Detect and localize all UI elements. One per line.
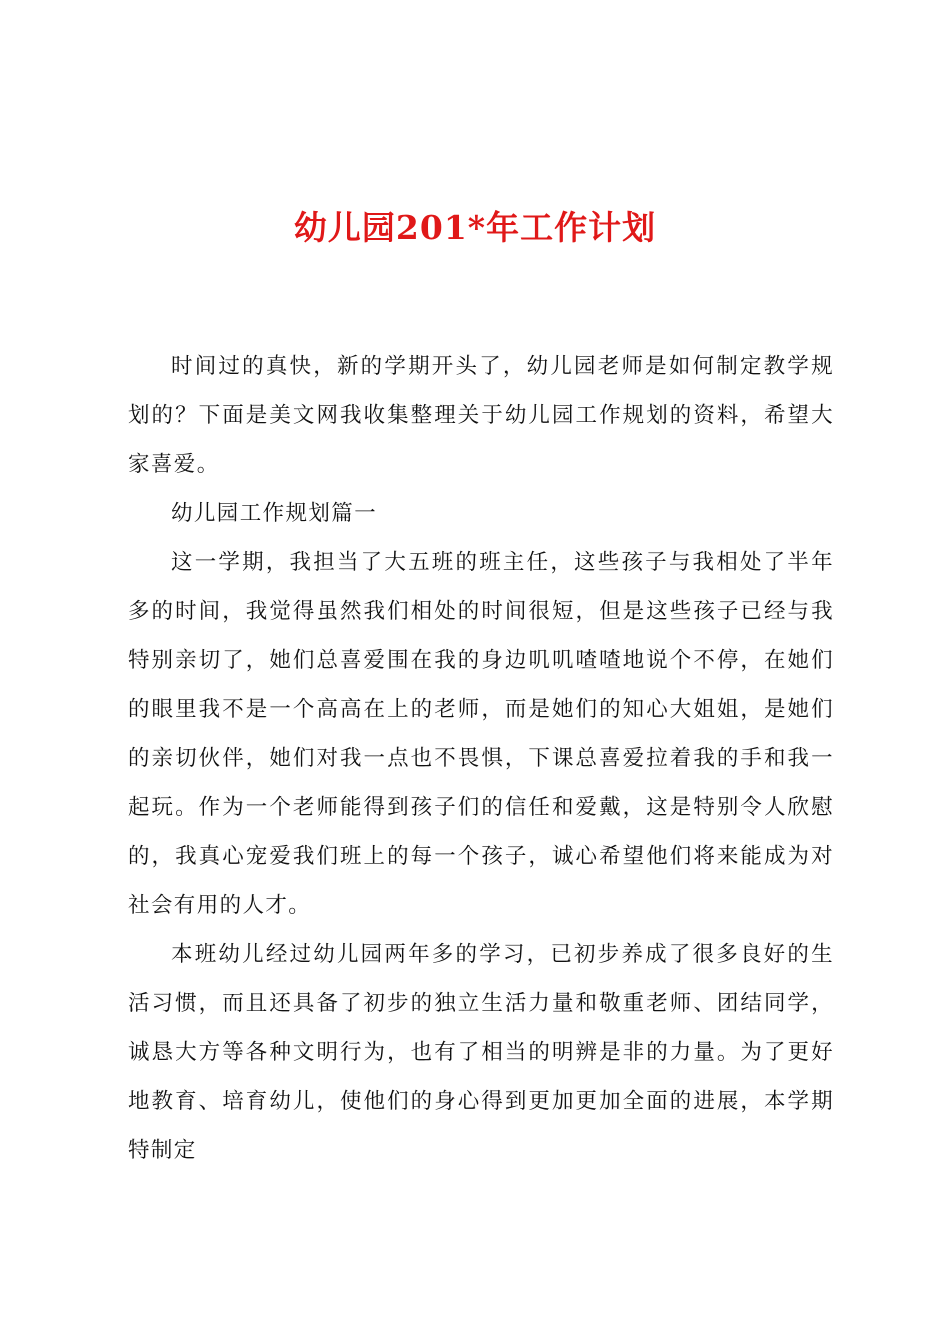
paragraph-class-teacher: 这一学期，我担当了大五班的班主任，这些孩子与我相处了半年多的时间，我觉得虽然我们相处的时间很短，但是这些孩子已经与我特别亲切了，她们总喜爱围在我的身边叽叽喳喳地说个不停，在她们的眼里我不是一个高高在上的老师，而是她们的知心大姐姐，是她们的亲切伙伴，她们对我一点也不畏惧，下课总喜爱拉着我的手和我一起玩。作为一个老师能得到孩子们的信任和爱戴，这是特别令人欣慰的，我真心宠爱我们班上的每一个孩子，诚心希望他们将来能成为对社会有用的人才。 xyxy=(128,550,834,918)
document-title: 幼儿园201*年工作计划 xyxy=(293,208,657,247)
section-heading: 幼儿园工作规划篇一 xyxy=(171,501,378,526)
document-body xyxy=(128,342,834,1175)
paragraph-intro: 时间过的真快，新的学期开头了，幼儿园老师是如何制定教学规划的？下面是美文网我收集整理关于幼儿园工作规划的资料，希望大家喜爱。 xyxy=(128,354,834,477)
paragraph-class-situation: 本班幼儿经过幼儿园两年多的学习，已初步养成了很多良好的生活习惯，而且还具备了初步的独立生活力量和敬重老师、团结同学，诚恳大方等各种文明行为，也有了相当的明辨是非的力量。为了更好地教育、培育幼儿，使他们的身心得到更加更加全面的进展，本学期特制定 xyxy=(128,942,834,1163)
